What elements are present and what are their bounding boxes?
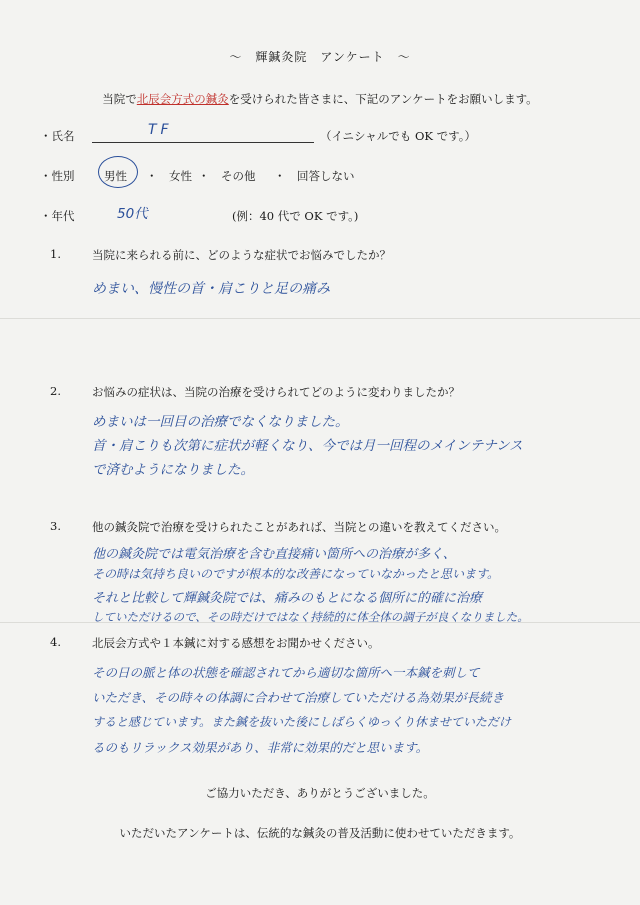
question-2-answer-line: 首・肩こりも次第に症状が軽くなり、今では月一回程のメインテナンス	[92, 438, 523, 454]
gender-option-other[interactable]: ・ その他	[198, 169, 256, 183]
gender-label: ・性別	[40, 169, 75, 183]
question-2-answer-line: で済むようになりました。	[92, 462, 254, 478]
question-3-text: 他の鍼灸院で治療を受けられたことがあれば、当院との違いを教えてください。	[92, 520, 506, 534]
question-3-number: 3.	[50, 519, 61, 533]
closing-thanks: ご協力いただき、ありがとうございました。	[205, 786, 435, 800]
gender-option-female[interactable]: ・ 女性	[146, 169, 192, 183]
age-label: ・年代	[40, 209, 75, 223]
question-1-answer: めまい、慢性の首・肩こりと足の痛み	[92, 281, 330, 297]
name-value: TF	[148, 122, 173, 138]
name-line	[92, 142, 314, 143]
name-note: （イニシャルでも OK です。）	[320, 129, 476, 143]
question-1-text: 当院に来られる前に、どのような症状でお悩みでしたか？	[92, 248, 391, 262]
question-4-text: 北辰会方式や１本鍼に対する感想をお聞かせください。	[92, 636, 380, 650]
intro-highlight: 北辰会方式の鍼灸	[136, 92, 229, 106]
question-3-answer-line: 他の鍼灸院では電気治療を含む直接痛い箇所への治療が多く、	[92, 547, 456, 562]
question-4-answer-line: いただき、その時々の体調に合わせて治療していただける為効果が長続き	[92, 690, 505, 705]
question-2-text: お悩みの症状は、当院の治療を受けられてどのように変わりましたか？	[92, 385, 460, 399]
form-title: 〜 輝鍼灸院 アンケート 〜	[229, 50, 411, 64]
age-note: (例：40 代で OK です。)	[232, 209, 359, 223]
question-4-number: 4.	[50, 635, 61, 649]
gender-option-male[interactable]: 男性	[104, 169, 127, 183]
intro-after: を受けられた皆さまに、下記のアンケートをお願いします。	[228, 92, 538, 106]
gender-option-no-answer[interactable]: ・ 回答しない	[274, 169, 355, 183]
question-2-number: 2.	[50, 384, 61, 398]
question-4-answer-line: すると感じています。また鍼を抜いた後にしばらくゆっくり休ませていただけ	[92, 715, 511, 729]
name-label: ・氏名	[40, 129, 75, 143]
question-1-number: 1.	[50, 247, 61, 261]
question-3-answer-line: それと比較して輝鍼灸院では、痛みのもとになる個所に的確に治療	[92, 591, 483, 606]
paper-fold	[0, 318, 640, 319]
age-value: 50代	[117, 206, 148, 222]
question-3-answer-line: その時は気持ち良いのですが根本的な改善になっていなかったと思います。	[92, 567, 500, 581]
intro-text	[0, 91, 640, 107]
question-2-answer-line: めまいは一回目の治療でなくなりました。	[92, 414, 349, 430]
question-4-answer-line: その日の脈と体の状態を確認されてから適切な箇所へ一本鍼を刺して	[92, 665, 480, 680]
question-4-answer-line: るのもリラックス効果があり、非常に効果的だと思います。	[92, 740, 429, 755]
footer-note: いただいたアンケートは、伝統的な鍼灸の普及活動に使わせていただきます。	[119, 826, 521, 840]
question-3-answer-line: していただけるので、その時だけではなく持続的に体全体の調子が良くなりました。	[92, 610, 529, 624]
intro-before: 当院で	[102, 92, 137, 106]
